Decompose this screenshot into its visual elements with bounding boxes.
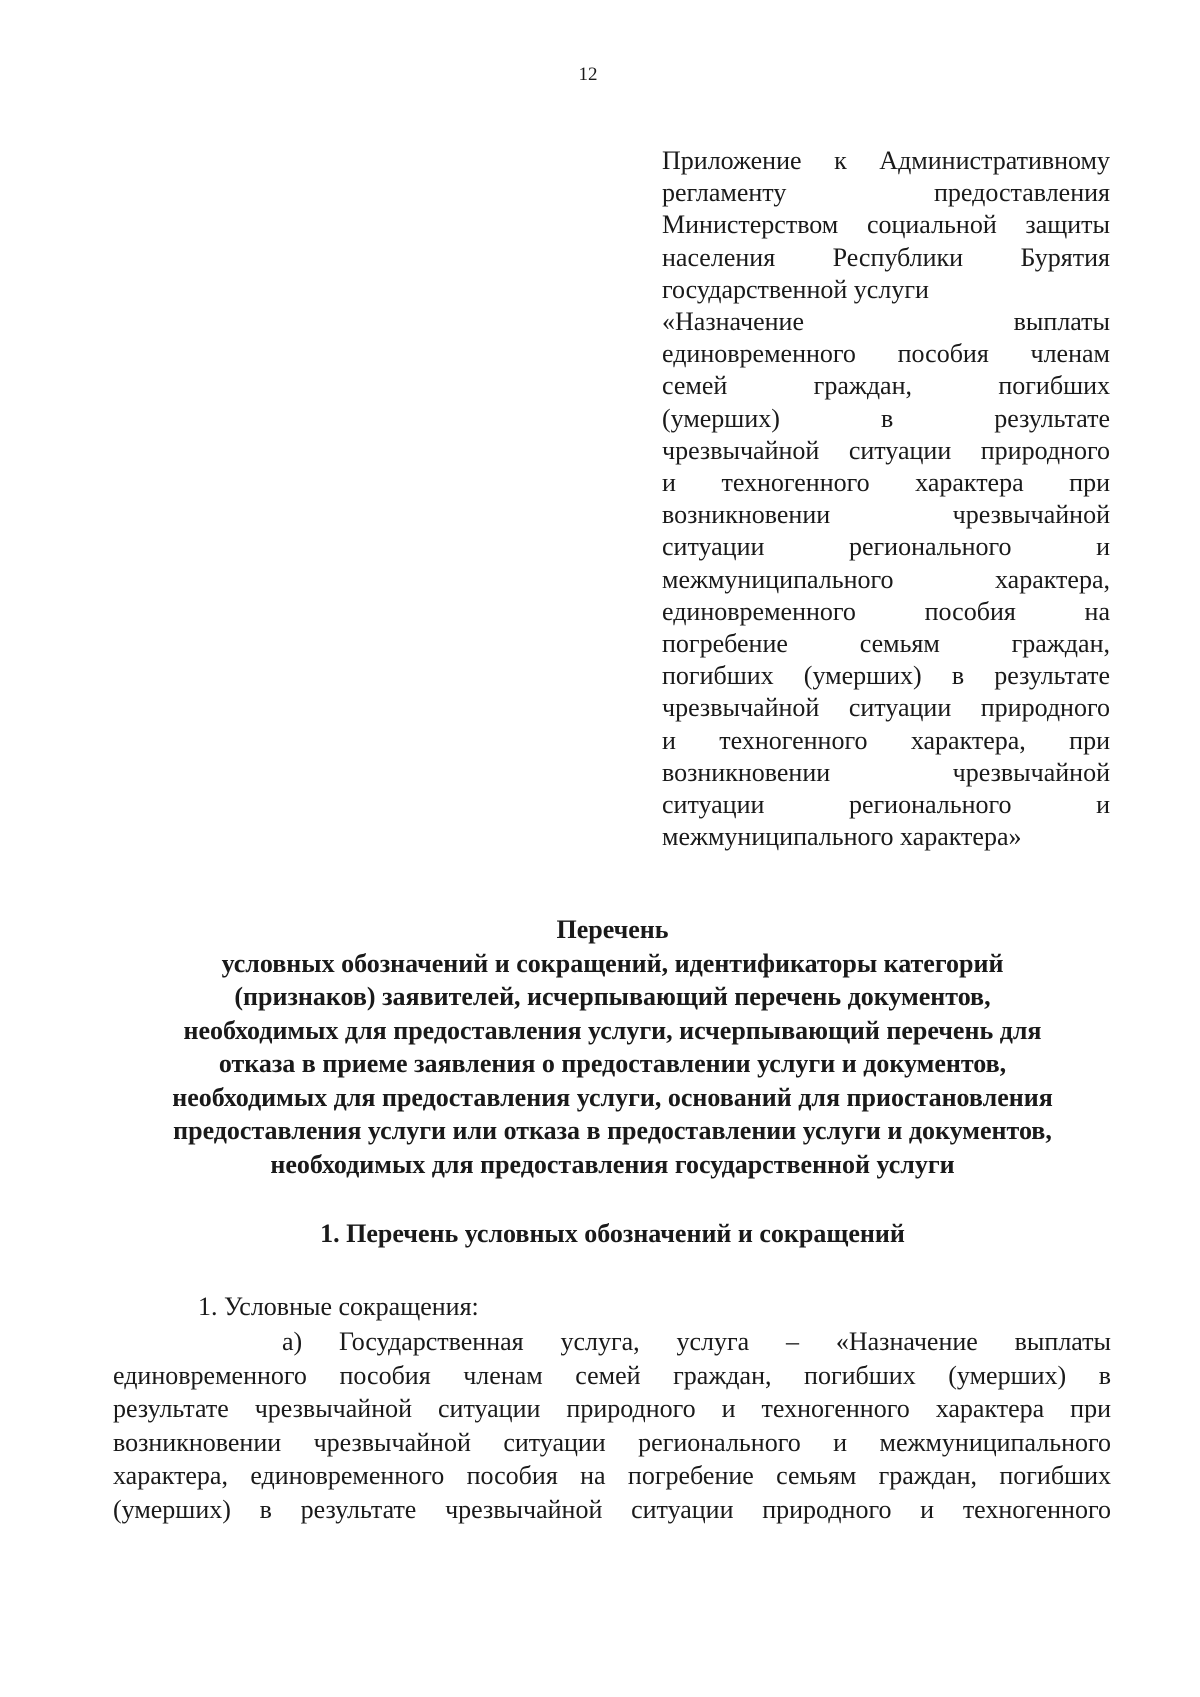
title-line: необходимых для предоставления услуги, исчерпывающий перечень для: [183, 1015, 1042, 1045]
appendix-line: семей граждан, погибших: [662, 371, 1110, 401]
paragraph-line: единовременного пособия членам семей граждан, погибших (умерших) в: [113, 1360, 1111, 1390]
appendix-note: [662, 145, 1110, 853]
appendix-line: и техногенного характера при: [662, 468, 1110, 498]
title-line: условных обозначений и сокращений, идентификаторы категорий: [221, 948, 1004, 978]
appendix-line: ситуации регионального и: [662, 532, 1110, 562]
appendix-line: ситуации регионального и: [662, 790, 1110, 820]
paragraph-line: (умерших) в результате чрезвычайной ситуации природного и техногенного: [113, 1494, 1111, 1524]
appendix-line: чрезвычайной ситуации природного: [662, 435, 1110, 465]
appendix-line: межмуниципального характера,: [662, 564, 1110, 594]
appendix-line: «Назначение выплаты: [662, 307, 1110, 337]
appendix-line: возникновении чрезвычайной: [662, 500, 1110, 530]
document-title: [100, 913, 1125, 1181]
appendix-line: единовременного пособия на: [662, 596, 1110, 626]
appendix-line: Приложение к Административному: [662, 146, 1110, 175]
paragraph-line: результате чрезвычайной ситуации природного и техногенного характера при: [113, 1394, 1111, 1424]
title-line: (признаков) заявителей, исчерпывающий перечень документов,: [234, 982, 991, 1011]
title-line: необходимых для предоставления услуги, оснований для приостановления: [172, 1082, 1053, 1112]
paragraph-item-a: [113, 1325, 1111, 1527]
title-line: необходимых для предоставления государственной услуги: [270, 1149, 955, 1179]
appendix-line: регламенту предоставления: [662, 178, 1110, 208]
appendix-line: чрезвычайной ситуации природного: [662, 693, 1110, 723]
title-line: Перечень: [556, 915, 669, 944]
appendix-line: государственной услуги: [662, 274, 929, 304]
paragraph-line: возникновении чрезвычайной ситуации регионального и межмуниципального: [113, 1427, 1111, 1457]
appendix-line: (умерших) в результате: [662, 403, 1110, 433]
appendix-line: единовременного пособия членам: [662, 339, 1110, 369]
appendix-line: возникновении чрезвычайной: [662, 757, 1110, 787]
paragraph-line: характера, единовременного пособия на погребение семьям граждан, погибших: [113, 1461, 1111, 1491]
paragraph-line: 1. Условные сокращения:: [198, 1292, 479, 1321]
appendix-line: погибших (умерших) в результате: [662, 661, 1110, 691]
title-line: отказа в приеме заявления о предоставлении услуги и документов,: [218, 1049, 1007, 1078]
appendix-line: Министерством социальной защиты: [662, 210, 1110, 240]
title-line: предоставления услуги или отказа в предоставлении услуги и документов,: [173, 1116, 1052, 1145]
appendix-line: погребение семьям граждан,: [662, 629, 1110, 659]
section-heading: 1. Перечень условных обозначений и сокращений: [320, 1219, 905, 1248]
appendix-line: межмуниципального характера»: [662, 822, 1022, 852]
appendix-line: населения Республики Бурятия: [662, 242, 1110, 272]
paragraph-item-1: [113, 1290, 1111, 1324]
page-number: 12: [578, 64, 598, 85]
appendix-line: и техногенного характера, при: [662, 725, 1110, 755]
paragraph-line: а) Государственная услуга, услуга – «Назначение выплаты: [282, 1327, 1111, 1356]
